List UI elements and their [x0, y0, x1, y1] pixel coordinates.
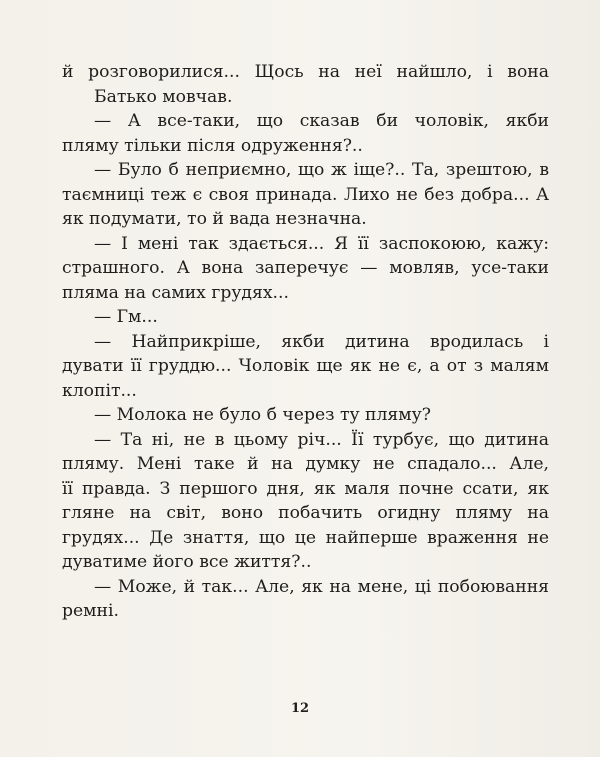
- text-line: гляне на світ, воно побачить огидну пляму на: [62, 503, 549, 523]
- text-line: пляма на самих грудях...: [62, 282, 289, 303]
- text-line: Батько мовчав.: [94, 86, 233, 107]
- text-line: — Найприкріше, якби дитина вродилась і: [94, 331, 549, 352]
- text-line: таємниці теж є своя принада. Лихо не без добра... А: [62, 184, 549, 205]
- text-line: її правда. З першого дня, як маля почне ссати, як: [62, 478, 549, 499]
- text-line: пляму тільки після одруження?..: [62, 135, 363, 156]
- page-number: 12: [290, 701, 310, 716]
- text-line: грудях... Де знаття, що це найперше враження не: [62, 527, 549, 548]
- text-line: — Може, й так... Але, як на мене, ці побоювання: [94, 576, 549, 597]
- text-line: — І мені так здається... Я її заспокоюю, кажу:: [94, 233, 549, 254]
- text-line: пляму. Мені таке й на думку не спадало... Але,: [62, 454, 549, 474]
- text-line: — Було б неприємно, що ж іще?.. Та, зрештою, в: [94, 160, 549, 180]
- text-line: — А все-таки, що сказав би чоловік, якби: [94, 111, 549, 131]
- text-line: — Молока не було б через ту пляму?: [94, 405, 431, 425]
- text-line: — Та ні, не в цьому річ... Її турбує, що дитина: [94, 429, 549, 450]
- text-line: — Гм...: [94, 307, 158, 327]
- text-line: ремні.: [62, 601, 119, 621]
- text-line: як подумати, то й вада незначна.: [62, 209, 367, 229]
- text-line: клопіт...: [62, 380, 137, 401]
- text-line: дуватиме його все життя?..: [62, 552, 312, 572]
- text-line: страшного. А вона заперечує — мовляв, усе-таки: [62, 258, 549, 278]
- body-text: [62, 60, 549, 624]
- text-line: й розговорилися... Щось на неї найшло, і вона: [62, 62, 549, 82]
- text-line: дувати її груддю... Чоловік ще як не є, а от з малям: [62, 356, 549, 376]
